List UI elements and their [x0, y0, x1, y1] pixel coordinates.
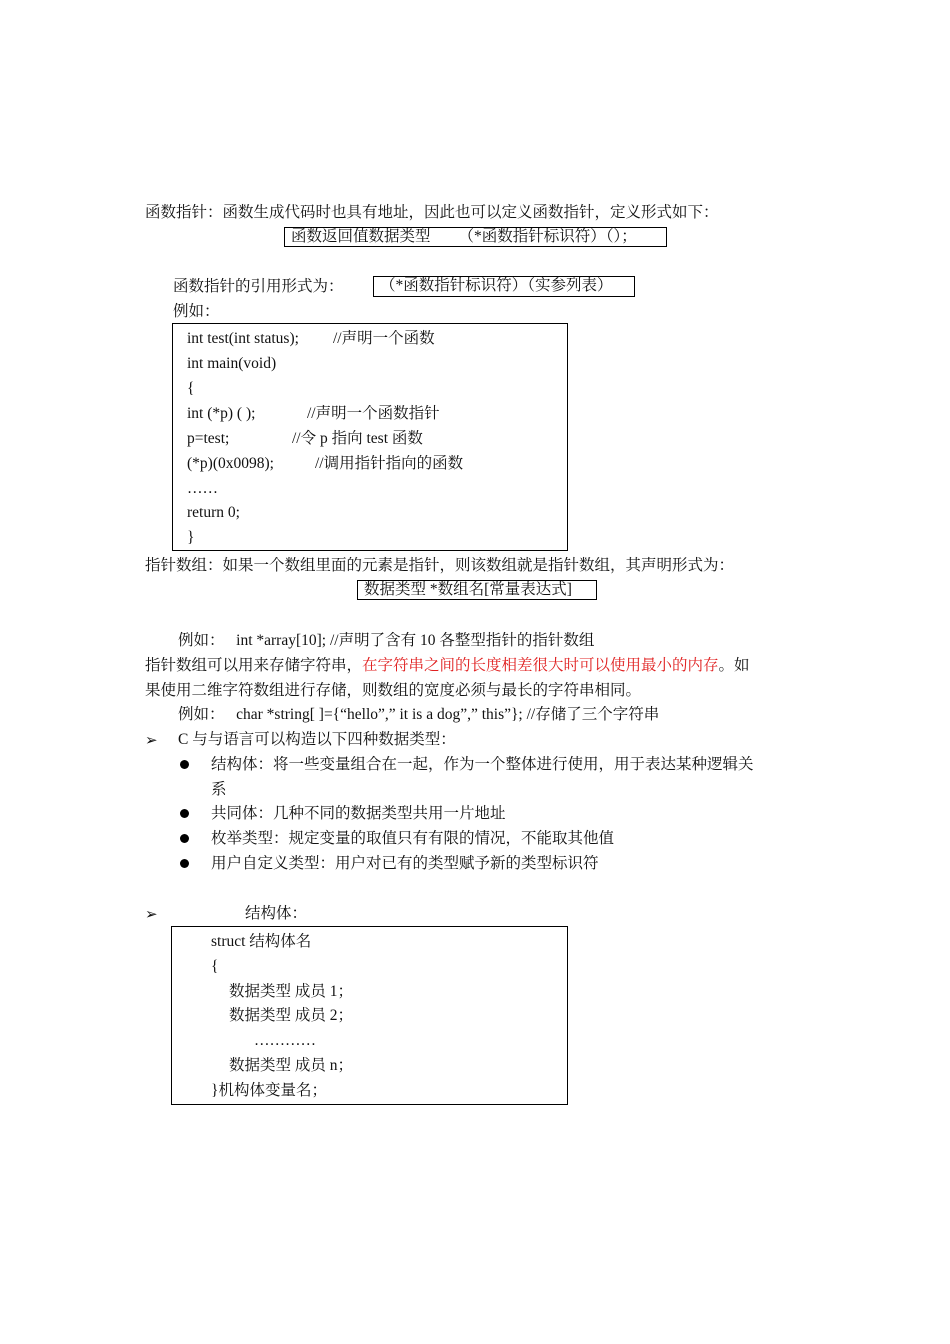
funcptr-example-label: 例如：: [173, 303, 220, 320]
types-item-2: 共同体：几种不同的数据类型共用一片地址: [211, 805, 506, 822]
ptrarray-example1-code: int *array[10]; //声明了含有 10 各整型指针的指针数组: [236, 632, 595, 649]
ptrarray-usage-highlight: 在字符串之间的长度相差很大时可以使用最小的内存: [362, 657, 719, 674]
ptrarray-example1-label: 例如：: [178, 632, 225, 649]
ptrarray-decl-form: 数据类型 *数组名[常量表达式]: [357, 580, 597, 600]
bullet-icon: [180, 859, 189, 868]
struct-line-7: }机构体变量名；: [211, 1082, 327, 1099]
ptrarray-usage-line1: [145, 656, 750, 676]
funcptr-ref-form: （*函数指针标识符）（实参列表）: [373, 276, 635, 297]
funcptr-code-line: int test(int status);: [187, 330, 299, 347]
arrow-bullet-icon: ➢: [145, 905, 158, 923]
funcptr-code-comment: //令 p 指向 test 函数: [292, 430, 423, 447]
ptrarray-intro: 指针数组：如果一个数组里面的元素是指针，则该数组就是指针数组，其声明形式为：: [145, 557, 735, 574]
funcptr-code-line: int (*p) ( );: [187, 405, 256, 422]
ptrarray-usage-tail: 。如: [718, 657, 750, 674]
funcptr-definition-signature: （*函数指针标识符）（）；: [458, 228, 637, 245]
ptrarray-example2-label: 例如：: [178, 706, 225, 723]
funcptr-code-line: (*p)(0x0098);: [187, 455, 274, 472]
bullet-icon: [180, 834, 189, 843]
funcptr-code-comment: //调用指针指向的函数: [315, 455, 464, 472]
struct-line-2: {: [211, 958, 219, 975]
struct-line-1: struct 结构体名: [211, 933, 312, 950]
bullet-icon: [180, 809, 189, 818]
types-item-1-line1: 结构体：将一些变量组合在一起，作为一个整体进行使用，用于表达某种逻辑关: [211, 756, 754, 773]
funcptr-code-comment: //声明一个函数: [333, 330, 435, 347]
types-item-4: 用户自定义类型：用户对已有的类型赋予新的类型标识符: [211, 855, 599, 872]
funcptr-code-line: ……: [187, 480, 218, 497]
funcptr-ref-label: 函数指针的引用形式为：: [173, 278, 344, 295]
funcptr-code-line: return 0;: [187, 504, 240, 521]
types-heading: C 与与语言可以构造以下四种数据类型：: [178, 731, 456, 748]
struct-line-5: …………: [254, 1032, 316, 1049]
types-item-3: 枚举类型：规定变量的取值只有有限的情况，不能取其他值: [211, 830, 615, 847]
funcptr-code-line: p=test;: [187, 430, 230, 447]
arrow-bullet-icon: ➢: [145, 731, 158, 749]
funcptr-code-line: }: [187, 529, 195, 546]
funcptr-code-line: int main(void): [187, 355, 277, 372]
bullet-icon: [180, 760, 189, 769]
funcptr-definition-box: [284, 227, 667, 247]
ptrarray-example1: [178, 631, 594, 651]
struct-line-4: 数据类型 成员 2；: [229, 1007, 354, 1024]
struct-line-6: 数据类型 成员 n；: [229, 1057, 354, 1074]
ptrarray-example2-code: char *string[ ]={“hello”,” it is a dog”,” this”}; //存储了三个字符串: [236, 706, 660, 723]
funcptr-code-line: {: [187, 380, 195, 397]
ptrarray-example2: [178, 705, 659, 725]
types-item-1-line2: 系: [211, 781, 227, 798]
ptrarray-usage-text: 指针数组可以用来存储字符串，: [145, 657, 363, 674]
funcptr-definition-return-type: 函数返回值数据类型: [291, 228, 431, 245]
struct-line-3: 数据类型 成员 1；: [229, 983, 354, 1000]
funcptr-intro: 函数指针：函数生成代码时也具有地址，因此也可以定义函数指针，定义形式如下：: [145, 204, 719, 221]
struct-heading: 结构体：: [245, 905, 308, 922]
funcptr-code-comment: //声明一个函数指针: [307, 405, 440, 422]
ptrarray-usage-line2: 果使用二维字符数组进行存储，则数组的宽度必须与最长的字符串相同。: [145, 682, 642, 699]
